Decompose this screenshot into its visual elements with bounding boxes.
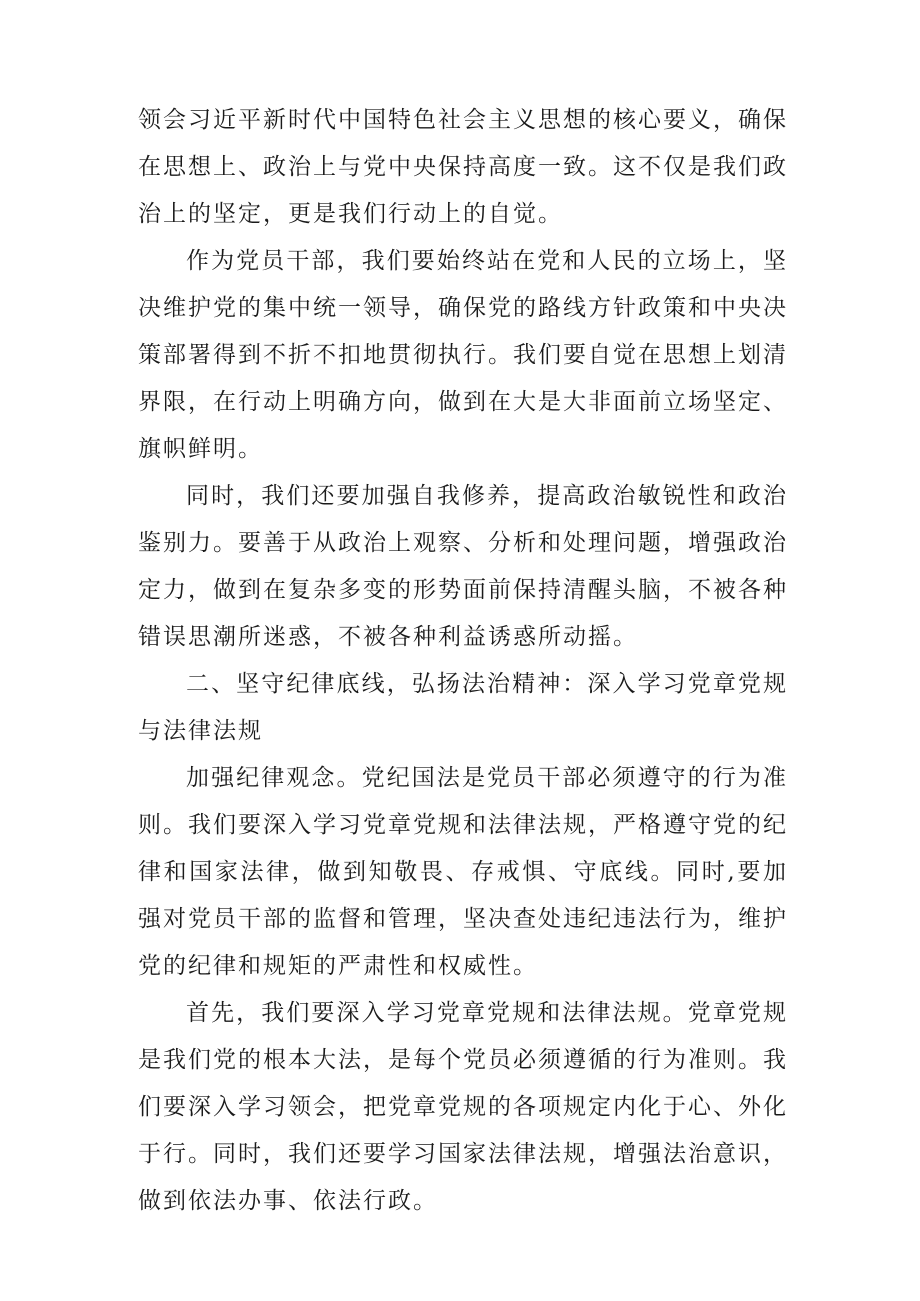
paragraph-self-cultivation: 同时，我们还要加强自我修养，提高政治敏锐性和政治鉴别力。要善于从政治上观察、分析和处理问题，增强政治定力，做到在复杂多变的形势面前保持清醒头脑，不被各种错误思潮所迷惑，不被各种利益诱惑所动摇。 [138,483,788,650]
section-heading-discipline: 二、坚守纪律底线，弘扬法治精神：深入学习党章党规与法律法规 [138,671,788,744]
paragraph-continued: 领会习近平新时代中国特色社会主义思想的核心要义，确保在思想上、政治上与党中央保持高度一致。这不仅是我们政治上的坚定，更是我们行动上的自觉。 [138,107,788,227]
paragraph-political-stance: 作为党员干部，我们要始终站在党和人民的立场上，坚决维护党的集中统一领导，确保党的路线方针政策和中央决策部署得到不折不扣地贯彻执行。我们要自觉在思想上划清界限，在行动上明确方向，做到在大是大非面前立场坚定、旗帜鲜明。 [138,248,788,462]
paragraph-discipline-concept: 加强纪律观念。党纪国法是党员干部必须遵守的行为准则。我们要深入学习党章党规和法律法规，严格遵守党的纪律和国家法律，做到知敬畏、存戒惧、守底线。同时,要加强对党员干部的监督和管理，坚决查处违纪违法行为，维护党的纪律和规矩的严肃性和权威性。 [138,765,788,979]
document-body [138,97,788,1225]
paragraph-study-party-rules: 首先，我们要深入学习党章党规和法律法规。党章党规是我们党的根本大法，是每个党员必须遵循的行为准则。我们要深入学习领会，把党章党规的各项规定内化于心、外化于行。同时，我们还要学习国家法律法规，增强法治意识，做到依法办事、依法行政。 [138,1000,788,1214]
